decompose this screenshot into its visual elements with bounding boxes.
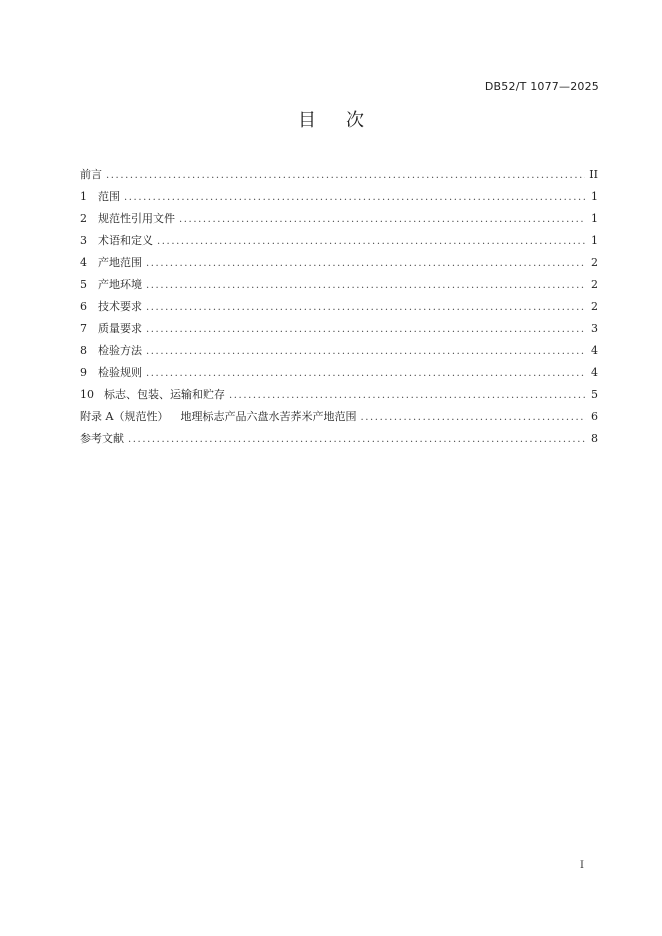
toc-entry-number: 10 — [80, 388, 94, 401]
toc-entry-label: 参考文献 — [80, 432, 124, 445]
toc-leader-dots — [146, 346, 586, 357]
toc-entry-page: 8 — [591, 432, 598, 445]
toc-entry-label: 术语和定义 — [98, 234, 153, 247]
toc-entry-label: 地理标志产品六盘水苦荞米产地范围 — [180, 410, 357, 423]
title-char-left: 目 — [298, 110, 316, 131]
toc-entry-label: 技术要求 — [98, 300, 142, 313]
title-char-right: 次 — [346, 110, 364, 131]
toc-entry-label: 范围 — [98, 190, 120, 203]
toc-entry-page: 3 — [591, 322, 598, 335]
toc-leader-dots — [360, 412, 586, 423]
toc-entry-label: 检验规则 — [98, 366, 142, 379]
toc-entry-label: 质量要求 — [98, 322, 142, 335]
toc-leader-dots — [146, 258, 586, 269]
toc-entry-number: 4 — [80, 256, 87, 269]
toc-entry-number: 8 — [80, 344, 87, 357]
toc-entry-number: 6 — [80, 300, 87, 313]
toc-entry-number: 3 — [80, 234, 87, 247]
toc-entry-page: 2 — [591, 256, 598, 269]
document-code: DB52/T 1077—2025 — [484, 80, 599, 93]
toc-entry-label: 检验方法 — [98, 344, 142, 357]
toc-entry-bibliography[interactable] — [80, 430, 598, 452]
toc-entry-number: 1 — [80, 190, 87, 203]
toc-entry-technical-requirements[interactable] — [80, 298, 598, 320]
toc-leader-dots — [229, 390, 586, 401]
toc-leader-dots — [128, 434, 586, 445]
toc-entry-page: 4 — [591, 366, 598, 379]
toc-entry-label: 前言 — [80, 168, 102, 181]
toc-entry-inspection-rules[interactable] — [80, 364, 598, 386]
table-of-contents — [80, 166, 598, 452]
toc-entry-number: 5 — [80, 278, 87, 291]
toc-entry-test-methods[interactable] — [80, 342, 598, 364]
toc-entry-production-area[interactable] — [80, 254, 598, 276]
toc-entry-number: 附录 A（规范性） — [80, 410, 169, 423]
toc-entry-terms-definitions[interactable] — [80, 232, 598, 254]
toc-entry-page: 4 — [591, 344, 598, 357]
toc-entry-page: 1 — [591, 212, 598, 225]
toc-leader-dots — [179, 214, 586, 225]
toc-entry-marking-packaging[interactable] — [80, 386, 598, 408]
toc-entry-production-environment[interactable] — [80, 276, 598, 298]
toc-entry-page: II — [589, 168, 598, 181]
toc-entry-appendix-a[interactable] — [80, 408, 598, 430]
toc-entry-label: 规范性引用文件 — [98, 212, 175, 225]
toc-leader-dots — [106, 170, 585, 181]
toc-entry-foreword[interactable] — [80, 166, 598, 188]
toc-leader-dots — [146, 368, 586, 379]
toc-entry-label: 标志、包装、运输和贮存 — [104, 388, 225, 401]
toc-entry-number: 9 — [80, 366, 87, 379]
page-title — [0, 106, 662, 132]
toc-entry-page: 1 — [591, 234, 598, 247]
toc-entry-number: 2 — [80, 212, 87, 225]
toc-entry-number: 7 — [80, 322, 87, 335]
toc-leader-dots — [124, 192, 586, 203]
toc-entry-page: 6 — [591, 410, 598, 423]
toc-leader-dots — [157, 236, 586, 247]
toc-entry-page: 1 — [591, 190, 598, 203]
toc-leader-dots — [146, 324, 586, 335]
toc-entry-normative-references[interactable] — [80, 210, 598, 232]
toc-entry-label: 产地环境 — [98, 278, 142, 291]
toc-leader-dots — [146, 280, 586, 291]
toc-leader-dots — [146, 302, 586, 313]
toc-entry-page: 5 — [591, 388, 598, 401]
toc-entry-label: 产地范围 — [98, 256, 142, 269]
page-number: I — [580, 860, 584, 871]
toc-entry-scope[interactable] — [80, 188, 598, 210]
toc-entry-page: 2 — [591, 278, 598, 291]
toc-entry-quality-requirements[interactable] — [80, 320, 598, 342]
toc-entry-page: 2 — [591, 300, 598, 313]
